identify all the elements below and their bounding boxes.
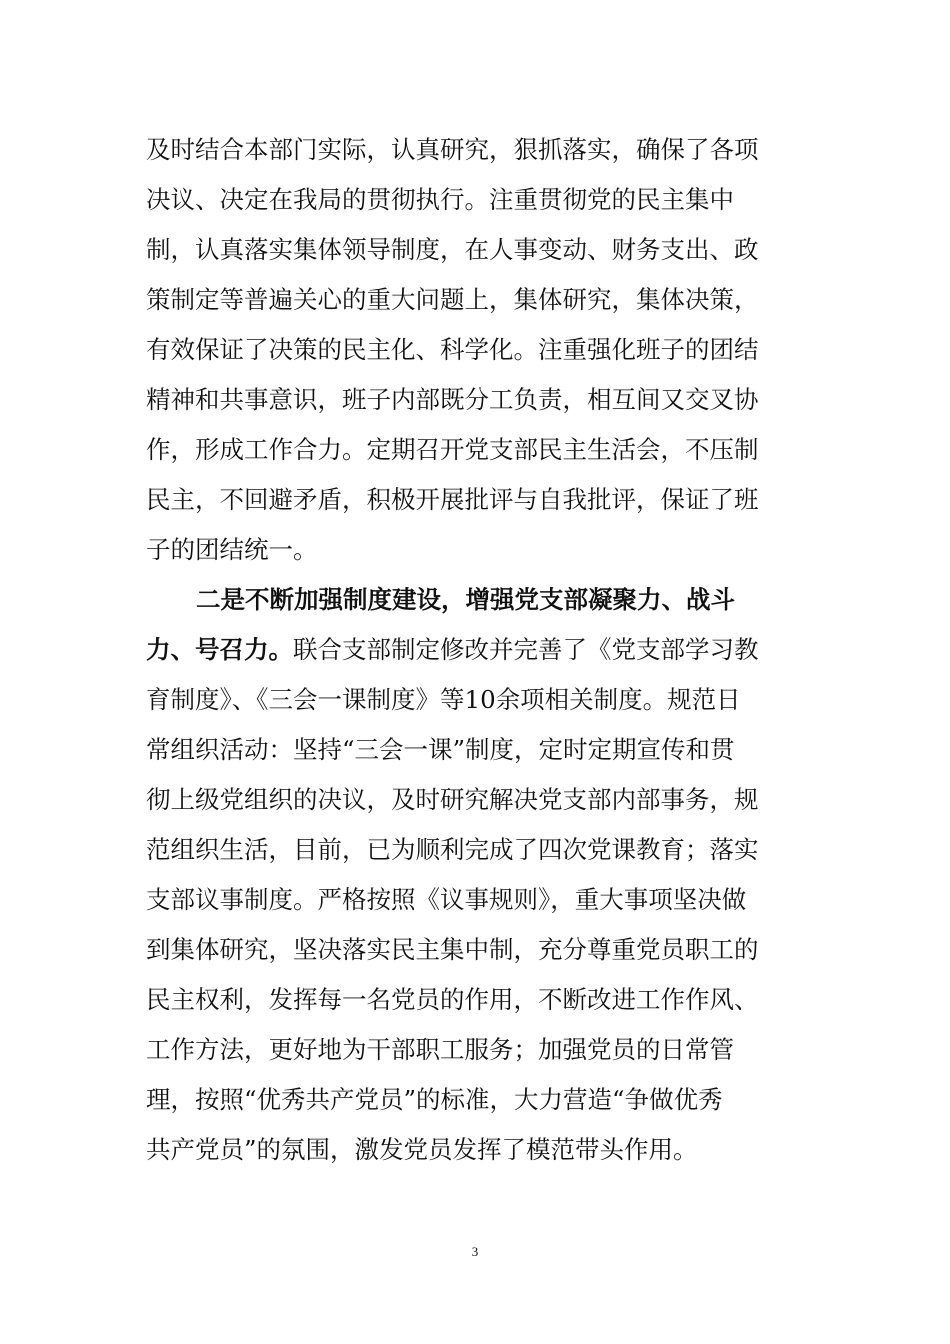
paragraph-text: 联合支部制定修改并完善了《党支部学习教 — [293, 635, 759, 664]
paragraph-line: 到集体研究，坚决落实民主集中制，充分尊重党员职工的 — [146, 935, 759, 964]
paragraph-line: 工作方法，更好地为干部职工服务；加强党员的日常管 — [146, 1035, 734, 1064]
section-heading: 二是不断加强制度建设，增强党支部凝聚力、战斗 — [196, 585, 735, 614]
paragraph-line: 决议、决定在我局的贯彻执行。注重贯彻党的民主集中 — [146, 185, 734, 214]
section-heading-end: 力、号召力。 — [146, 635, 293, 664]
paragraph-line: 范组织生活，目前，已为顺利完成了四次党课教育；落实 — [146, 835, 759, 864]
paragraph-line: 作，形成工作合力。定期召开党支部民主生活会，不压制 — [146, 435, 759, 464]
paragraph-line: 共产党员”的氛围，激发党员发挥了模范带头作用。 — [146, 1135, 698, 1164]
paragraph-line: 策制定等普遍关心的重大问题上，集体研究，集体决策， — [146, 285, 759, 314]
paragraph-line: 常组织活动：坚持“三会一课”制度，定时定期宣传和贯 — [146, 735, 735, 764]
paragraph-line — [146, 630, 796, 670]
paragraph-line: 民主，不回避矛盾，积极开展批评与自我批评，保证了班 — [146, 485, 759, 514]
page-number: 3 — [471, 1244, 479, 1259]
paragraph-line: 制，认真落实集体领导制度，在人事变动、财务支出、政 — [146, 235, 759, 264]
paragraph-line: 有效保证了决策的民主化、科学化。注重强化班子的团结 — [146, 335, 759, 364]
paragraph-line: 育制度》、《三会一课制度》等10余项相关制度。规范日 — [146, 685, 741, 714]
paragraph-line: 支部议事制度。严格按照《议事规则》，重大事项坚决做 — [146, 885, 747, 914]
paragraph-line: 理，按照“优秀共产党员”的标准，大力营造“争做优秀 — [146, 1085, 723, 1114]
paragraph-line: 精神和共事意识，班子内部既分工负责，相互间又交叉协 — [146, 385, 759, 414]
paragraph-line: 民主权利，发挥每一名党员的作用，不断改进工作作风、 — [146, 985, 759, 1014]
paragraph-line: 及时结合本部门实际，认真研究，狠抓落实，确保了各项 — [146, 135, 759, 164]
paragraph-line: 子的团结统一。 — [146, 535, 318, 564]
paragraph-line: 彻上级党组织的决议，及时研究解决党支部内部事务，规 — [146, 785, 759, 814]
